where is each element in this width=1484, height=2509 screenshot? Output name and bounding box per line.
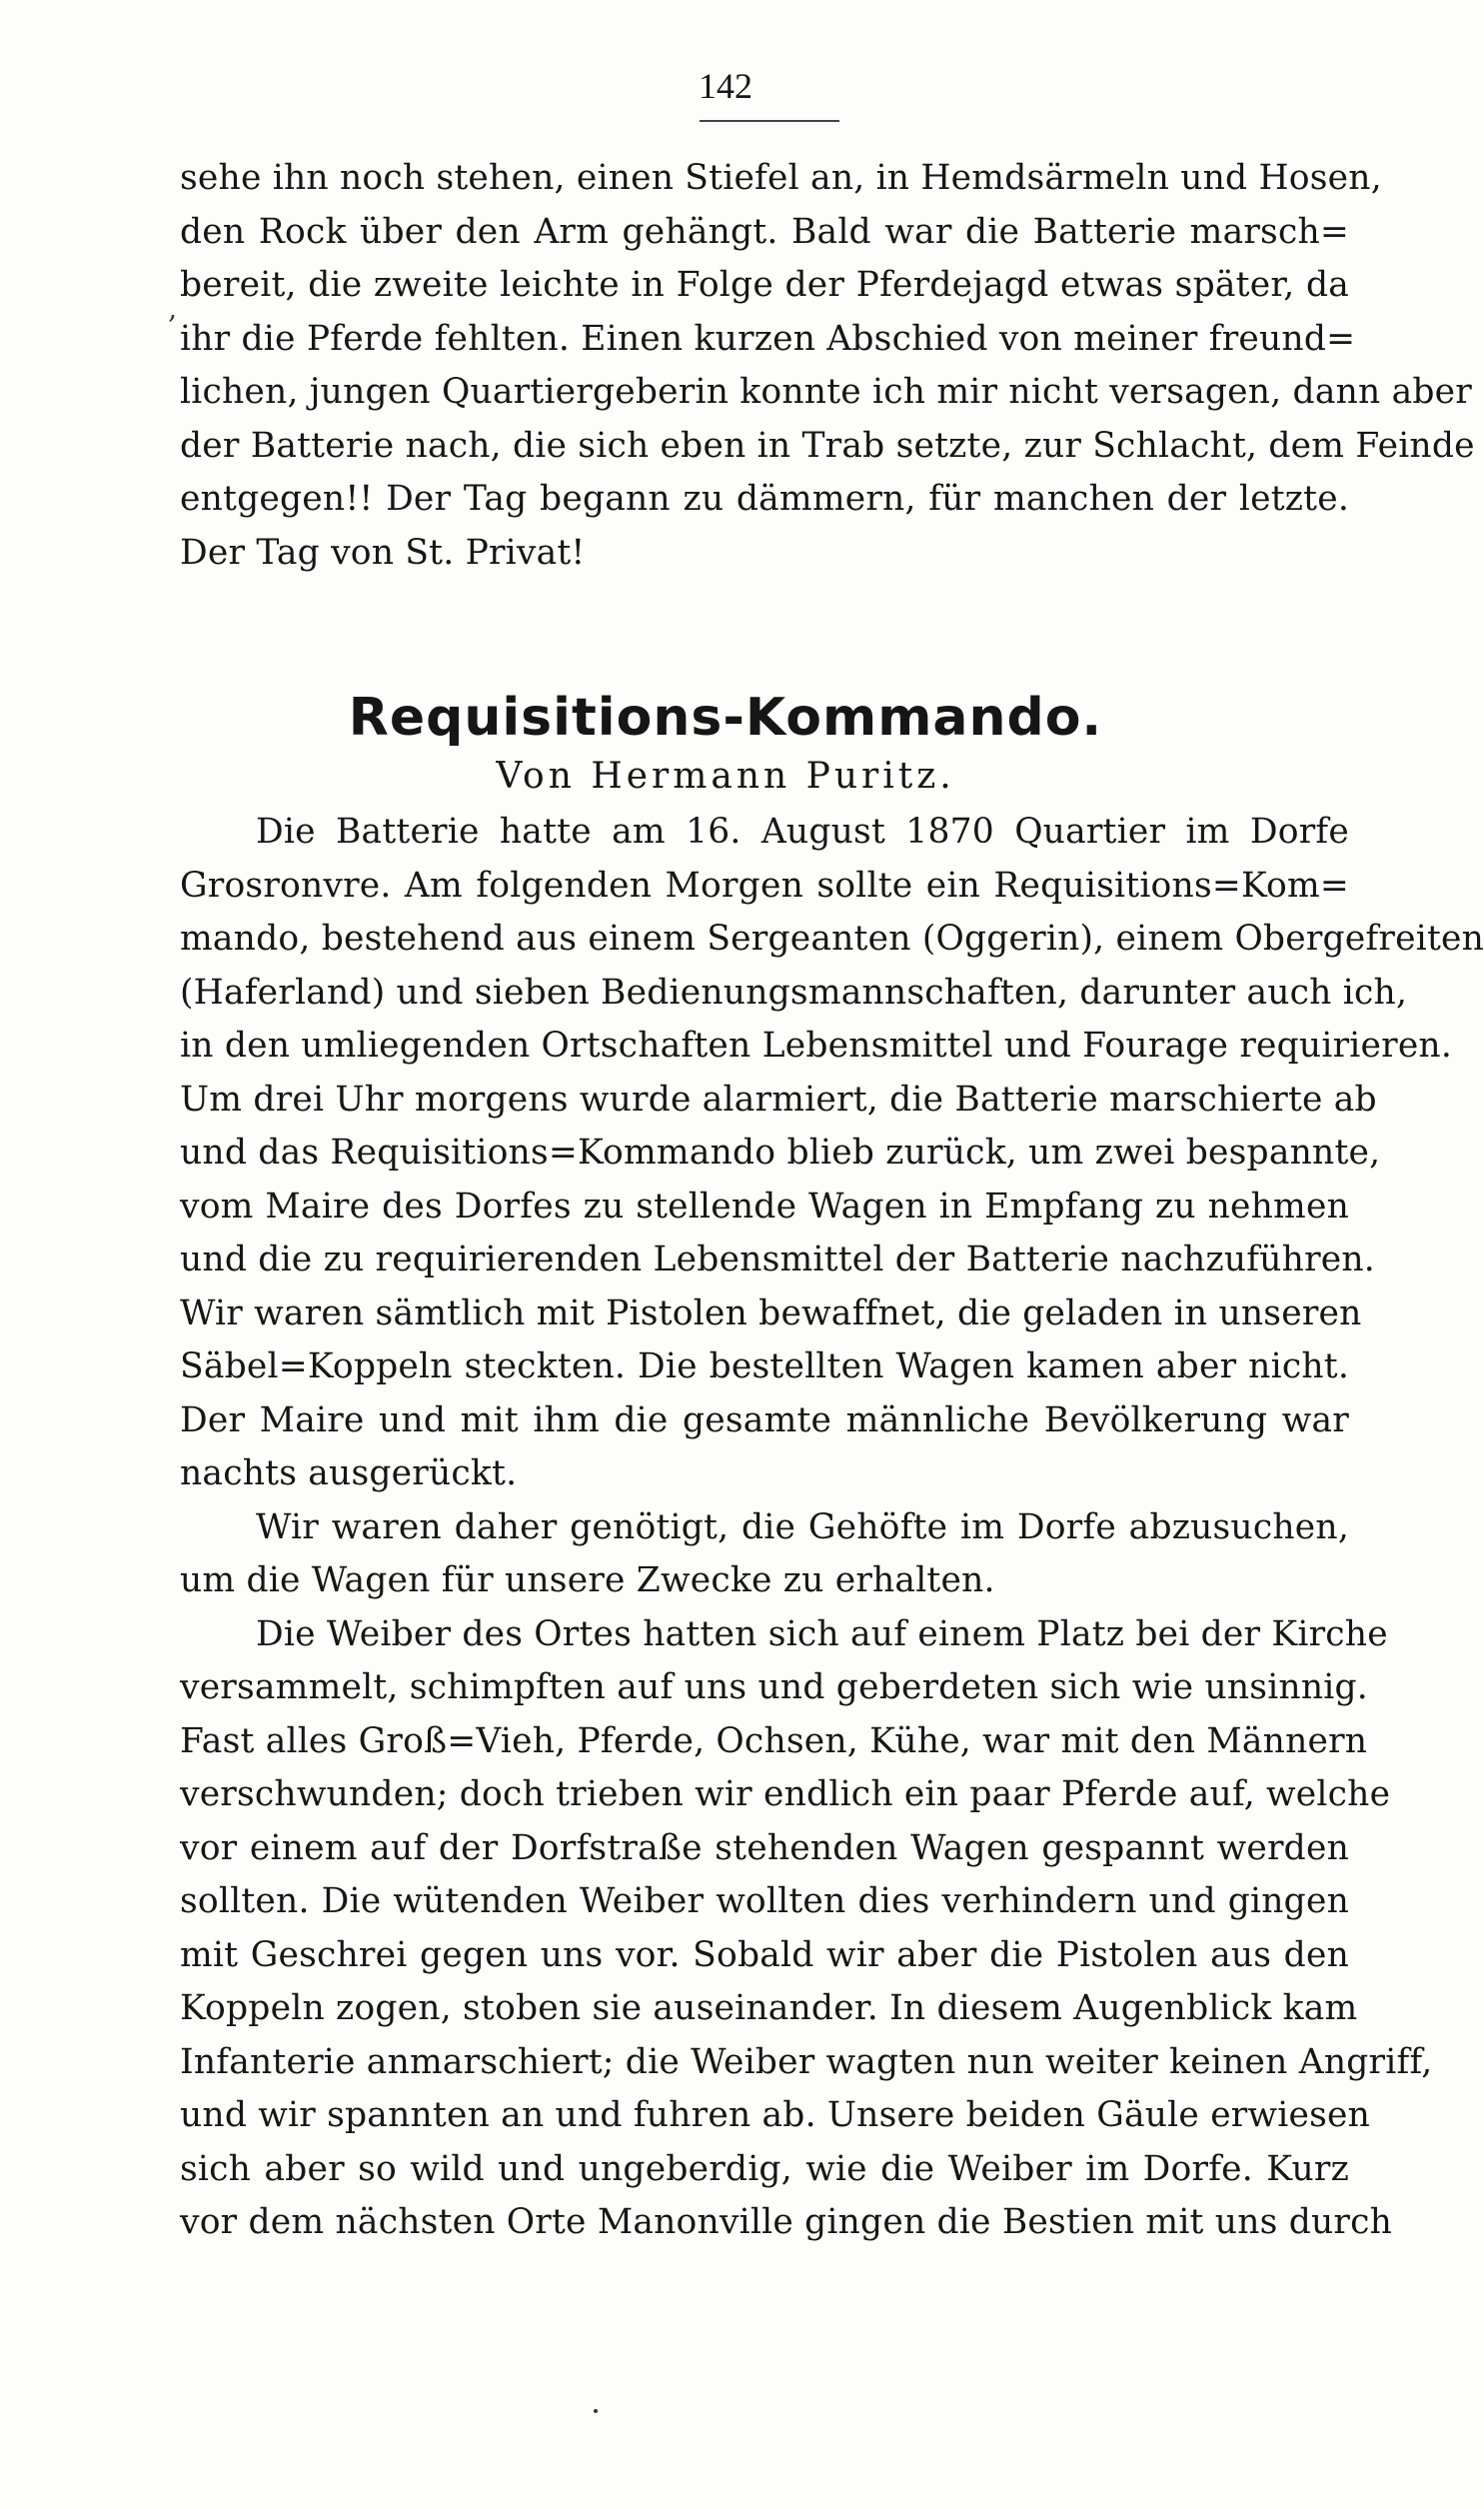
section-title: Requisitions-Kommando. (348, 688, 1103, 748)
text-line: verschwunden; doch trieben wir endlich ein paar Pferde auf, welche (180, 1774, 1391, 1814)
text-line: vor dem nächsten Orte Manonville gingen die Bestien mit uns durch (180, 2202, 1393, 2242)
text-line: Der Maire und mit ihm die gesamte männliche Bevölkerung war (180, 1399, 1349, 1440)
text-line: nachts ausgerückt. (180, 1453, 518, 1493)
text-line: sich aber so wild und ungeberdig, wie die Weiber im Dorfe. Kurz (180, 2148, 1349, 2189)
text-line: Der Tag von St. Privat! (180, 532, 586, 573)
text-line: bereit, die zweite leichte in Folge der Pferdejagd etwas später, da (180, 265, 1349, 305)
text-line: der Batterie nach, die sich eben in Trab setzte, zur Schlacht, dem Feinde (180, 425, 1475, 466)
text-line: Grosronvre. Am folgenden Morgen sollte ein Requisitions=Kom= (180, 865, 1349, 906)
section-body (180, 806, 1484, 2250)
text-line: Wir waren sämtlich mit Pistolen bewaffnet, die geladen in unseren (180, 1292, 1362, 1333)
text-line: Fast alles Groß=Vieh, Pferde, Ochsen, Kühe, war mit den Männern (180, 1720, 1368, 1761)
header-rule (700, 120, 839, 122)
text-line: und die zu requirierenden Lebensmittel der Batterie nachzuführen. (180, 1240, 1375, 1279)
text-line: sollten. Die wütenden Weiber wollten dies verhindern und gingen (180, 1881, 1349, 1921)
text-line: mit Geschrei gegen uns vor. Sobald wir aber die Pistolen aus den (180, 1934, 1349, 1975)
text-line: Die Weiber des Ortes hatten sich auf einem Platz bei der Kirche (256, 1613, 1388, 1654)
text-line: Säbel=Koppeln steckten. Die bestellten Wagen kamen aber nicht. (180, 1346, 1349, 1386)
section-byline: Von Hermann Puritz. (496, 756, 955, 797)
speck (594, 2409, 598, 2413)
paragraph (180, 1608, 1433, 2250)
margin-mark: ‚ (168, 292, 177, 325)
text-line: Die Batterie hatte am 16. August 1870 Quartier im Dorfe (256, 812, 1349, 852)
text-line: sehe ihn noch stehen, einen Stiefel an, in Hemdsärmeln und Hosen, (180, 158, 1382, 198)
paragraph (180, 806, 1484, 1501)
text-line: (Haferland) und sieben Bedienungsmannschaften, darunter auch ich, (180, 972, 1408, 1013)
text-line: mando, bestehend aus einem Sergeanten (Oggerin), einem Obergefreiten (180, 919, 1484, 959)
text-line: Um drei Uhr morgens wurde alarmiert, die Batterie marschierte ab (180, 1079, 1377, 1120)
text-line: und das Requisitions=Kommando blieb zurück, um zwei bespannte, (180, 1133, 1381, 1173)
text-line: vom Maire des Dorfes zu stellende Wagen in Empfang zu nehmen (180, 1186, 1349, 1227)
paragraph (180, 1501, 1349, 1608)
text-line: und wir spannten an und fuhren ab. Unsere beiden Gäule erwiesen (180, 2095, 1371, 2135)
text-line: versammelt, schimpften auf uns und geberdeten sich wie unsinnig. (180, 1667, 1368, 1707)
text-line: lichen, jungen Quartiergeberin konnte ich mir nicht versagen, dann aber (180, 372, 1472, 412)
text-line: entgegen!! Der Tag begann zu dämmern, für manchen der letzte. (180, 479, 1349, 519)
text-line: den Rock über den Arm gehängt. Bald war die Batterie marsch= (180, 211, 1349, 252)
continued-paragraph (180, 152, 1475, 580)
text-line: Koppeln zogen, stoben sie auseinander. In diesem Augenblick kam (180, 1988, 1358, 2028)
text-line: ihr die Pferde fehlten. Einen kurzen Abschied von meiner freund= (180, 318, 1356, 359)
text-line: vor einem auf der Dorfstraße stehenden Wagen gespannt werden (180, 1827, 1349, 1868)
text-line: um die Wagen für unsere Zwecke zu erhalten. (180, 1560, 995, 1600)
text-line: Infanterie anmarschiert; die Weiber wagten nun weiter keinen Angriff, (180, 2041, 1433, 2082)
page-number: 142 (699, 66, 752, 106)
text-line: Wir waren daher genötigt, die Gehöfte im Dorfe abzusuchen, (256, 1506, 1349, 1547)
text-line: in den umliegenden Ortschaften Lebensmittel und Fourage requirieren. (180, 1026, 1453, 1066)
